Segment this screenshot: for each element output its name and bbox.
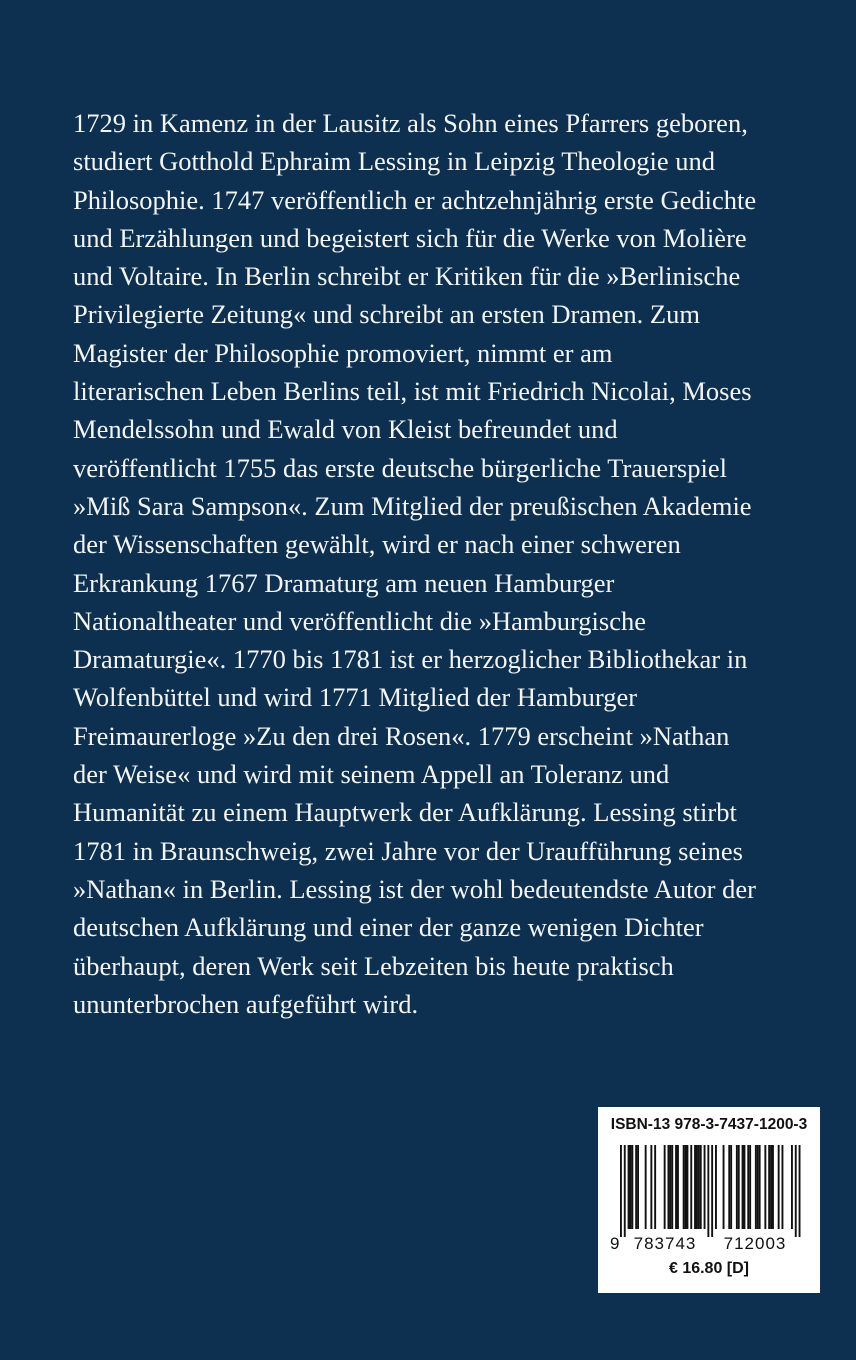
biography-line: Humanität zu einem Hauptwerk der Aufklärung. Lessing stirbt (73, 797, 737, 828)
barcode-guard-bar (795, 1145, 797, 1237)
barcode-bar (630, 1145, 632, 1229)
barcode-guard-bar (711, 1145, 713, 1237)
barcode-bar (645, 1145, 647, 1229)
barcode-bar (675, 1145, 677, 1229)
biography-line: ununterbrochen aufgeführt wird. (73, 988, 419, 1019)
biography-line: Erkrankung 1767 Dramaturg am neuen Hamburger (73, 567, 615, 598)
biography-line: Philosophie. 1747 veröffentlich er achtzehnjährig erste Gedichte (73, 184, 757, 215)
biography-line: deutschen Aufklärung und einer der ganze wenigen Dichter (73, 912, 704, 943)
biography-line: und Voltaire. In Berlin schreibt er Kritiken für die »Berlinische (73, 261, 741, 292)
barcode-bar (749, 1145, 751, 1229)
biography-line: studiert Gotthold Ephraim Lessing in Leipzig Theologie und (73, 146, 716, 177)
biography-line: 1729 in Kamenz in der Lausitz als Sohn eines Pfarrers geboren, (73, 108, 748, 138)
barcode-bar (628, 1145, 630, 1229)
barcode-bar (671, 1145, 673, 1229)
barcode-bar (736, 1145, 738, 1229)
barcode-guard-bar (624, 1145, 626, 1237)
barcode-bar (730, 1145, 732, 1229)
barcode-bars (620, 1145, 801, 1237)
barcode-bar (654, 1145, 656, 1229)
biography-line: »Miß Sara Sampson«. Zum Mitglied der preußischen Akademie (73, 490, 752, 521)
barcode-bar (635, 1145, 637, 1229)
barcode-bar (696, 1145, 698, 1229)
barcode-bar (715, 1145, 717, 1229)
isbn-barcode-box (598, 1107, 820, 1293)
barcode-bar (685, 1145, 687, 1229)
barcode-bar (757, 1145, 759, 1229)
barcode-bar (747, 1145, 749, 1229)
barcode-bar (687, 1145, 689, 1229)
author-biography (73, 104, 818, 1023)
barcode-bar (700, 1145, 702, 1229)
barcode-bar (772, 1145, 774, 1229)
barcode-bar (770, 1145, 772, 1229)
biography-line: Mendelssohn und Ewald von Kleist befreundet und (73, 414, 618, 445)
biography-line: Freimaurerloge »Zu den drei Rosen«. 1779 erscheint »Nathan (73, 720, 730, 751)
biography-line: der Wissenschaften gewählt, wird er nach einer schweren (73, 529, 681, 560)
biography-line: Wolfenbüttel und wird 1771 Mitglied der Hamburger (73, 682, 638, 713)
barcode-bar (778, 1145, 780, 1229)
biography-line: Magister der Philosophie promoviert, nimmt er am (73, 337, 613, 368)
barcode-guard-bar (799, 1145, 801, 1237)
biography-line: veröffentlicht 1755 das erste deutsche bürgerliche Trauerspiel (73, 452, 727, 483)
barcode-bar (764, 1145, 766, 1229)
barcode-bar (694, 1145, 696, 1229)
barcode-bar (668, 1145, 670, 1229)
isbn-label: ISBN-13 978-3-7437-1200-3 (610, 1116, 808, 1133)
barcode-right-digits: 712003 (723, 1234, 787, 1253)
barcode-bar (650, 1145, 652, 1229)
barcode-left-digits: 783743 (633, 1234, 697, 1253)
barcode-guard-bar (620, 1145, 622, 1237)
barcode-bar (782, 1145, 784, 1229)
barcode-bar (744, 1145, 746, 1229)
barcode-bar (738, 1145, 740, 1229)
barcode-bar (637, 1145, 639, 1229)
barcode-bar (669, 1145, 671, 1229)
barcode-graphic (608, 1145, 810, 1253)
biography-line: Dramaturgie«. 1770 bis 1781 ist er herzoglicher Bibliothekar in (73, 644, 748, 675)
biography-line: der Weise« und wird mit seinem Appell an Toleranz und (73, 759, 670, 790)
biography-line: »Nathan« in Berlin. Lessing ist der wohl bedeutendste Autor der (73, 873, 756, 904)
price-label: € 16.80 [D] (668, 1260, 750, 1277)
barcode-bar (759, 1145, 761, 1229)
barcode-bar (683, 1145, 685, 1229)
barcode-bar (768, 1145, 770, 1229)
biography-line: überhaupt, deren Werk seit Lebzeiten bis heute praktisch (73, 950, 674, 981)
barcode-first-digit: 9 (610, 1234, 620, 1253)
barcode-bar (723, 1145, 725, 1229)
barcode-guard-bar (707, 1145, 709, 1237)
barcode-bar (742, 1145, 744, 1229)
barcode-bar (698, 1145, 700, 1229)
barcode-bar (631, 1145, 633, 1229)
barcode-bar (728, 1145, 730, 1229)
biography-line: literarischen Leben Berlins teil, ist mit Friedrich Nicolai, Moses (73, 376, 752, 407)
barcode-bar (755, 1145, 757, 1229)
biography-line: Nationaltheater und veröffentlicht die »Hamburgische (73, 605, 646, 636)
biography-line: und Erzählungen und begeistert sich für die Werke von Molière (73, 222, 747, 253)
barcode-bar (704, 1145, 706, 1229)
biography-line: 1781 in Braunschweig, zwei Jahre vor der Uraufführung seines (73, 835, 743, 866)
barcode-bar (791, 1145, 793, 1229)
barcode-bar (677, 1145, 679, 1229)
barcode-bar (664, 1145, 666, 1229)
biography-line: Privilegierte Zeitung« und schreibt an ersten Dramen. Zum (73, 299, 700, 330)
barcode-bar (690, 1145, 692, 1229)
